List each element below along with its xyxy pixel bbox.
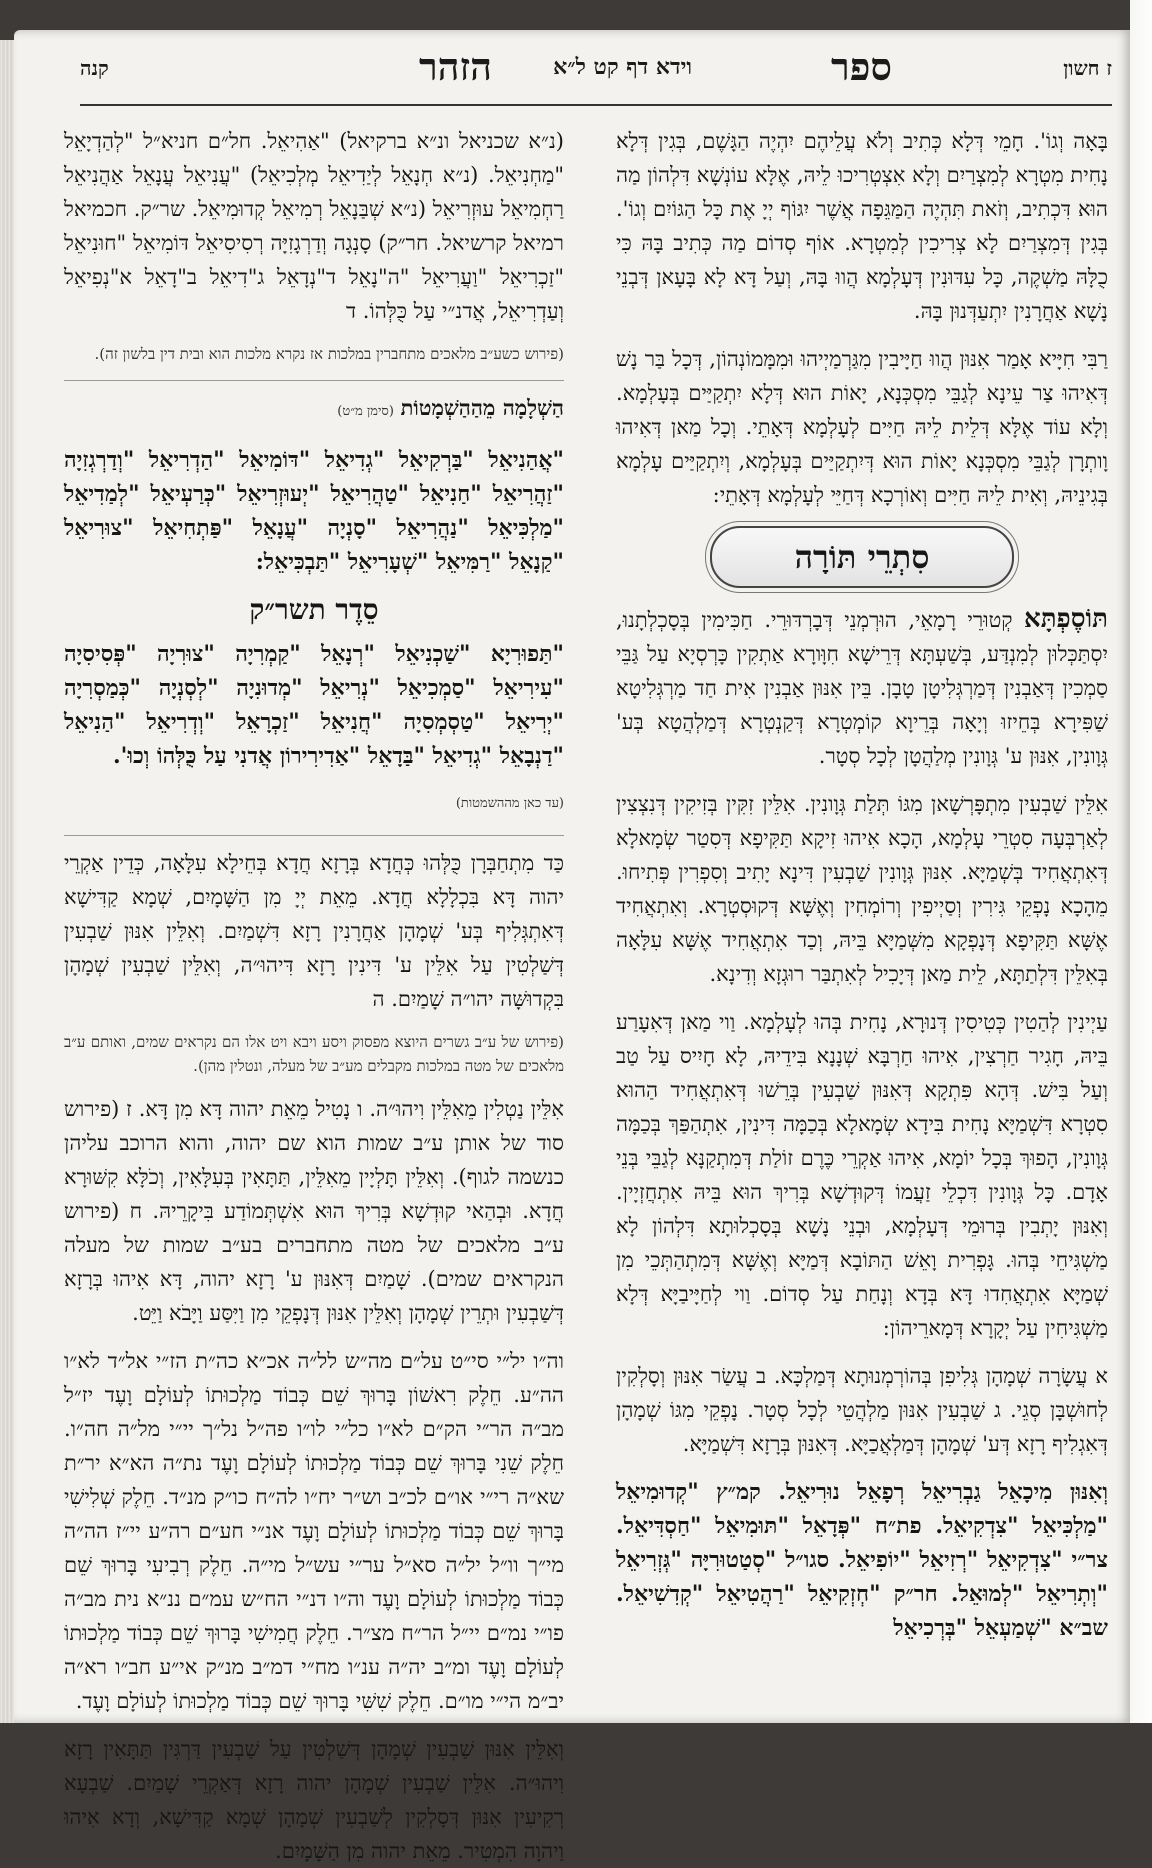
left-column <box>64 124 564 1863</box>
running-header <box>80 44 1112 100</box>
paragraph: וה״ו יל״י סי״ט על״ם מה״ש לל״ה אכ״א כה״ת הז״י אל״ד לא״ו הה״ע. חֵלֶק רִאשׁוֹן בָּרוּךְ שֵׁם כְּבוֹד מַלְכוּתוֹ לְעוֹלָם וָעֶד יז״ל מב״ה הר״י הק״ם לא״ו כל״י לו״ו פה״ל נל״ך יי״י מל״ה חה״ו. חֵלֶק שֵׁנִי בָּרוּךְ שֵׁם כְּבוֹד מַלְכוּתוֹ לְעוֹלָם וָעֶד נת״ה הא״א יר״ת שא״ה רי״י או״ם לכ״ב וש״ר יח״ו לה״ח כו״ק מנ״ד. חֵלֶק שְׁלִישִׁי בָּרוּךְ שֵׁם כְּבוֹד מַלְכוּתוֹ לְעוֹלָם וָעֶד אנ״י חע״ם רה״ע יי״ז הה״ה מי״ך וו״ל יל״ה סא״ל ער״י עש״ל מי״ה. חֵלֶק רְבִיעִי בָּרוּךְ שֵׁם כְּבוֹד מַלְכוּתוֹ לְעוֹלָם וָעֶד וה״ו דנ״י הח״ש עמ״ם ננ״א נית מב״ה פו״י נמ״ם יי״ל הר״ח מצ״ר. חֵלֶק חֲמִישִׁי בָּרוּךְ שֵׁם כְּבוֹד מַלְכוּתוֹ לְעוֹלָם וָעֶד ומ״ב יה״ה ענ״ו מח״י דמ״ב מנ״ק אי״ע חב״ו רא״ה יב״מ הי״י מו״ם. חֵלֶק שִׁשִּׁי בָּרוּךְ שֵׁם כְּבוֹד מַלְכוּתוֹ לְעוֹלָם וָעֶד. <box>64 1349 564 1713</box>
right-column <box>616 124 1108 1704</box>
paragraph: בָּאָה וְגוֹ'. חָמֵי דְּלָא כְּתִיב וְלֹא עֲלֵיהֶם יִהְיֶה הַגָּשֶׁם, בְּגִין דְּלָא נָחִית מִטְרָא לְמִצְרַיִם וְלָא אִצְטְרִיכוּ לֵיהּ, אֶלָּא עוֹנְשָׁא דִּלְהוֹן מַה הוּא דִּכְתִיב, וְזֹאת תִּהְיֶה הַמַּגֵּפָה אֲשֶׁר יִגּוֹף יְיָ אֶת כָּל הַגּוֹיִם וְגוֹ'. בְּגִין דְּמִצְרַיִם לָא צְרִיכִין לְמִטְרָא. אוֹף סְדוֹם מַה כְּתִיב בָּהּ כִּי כֻלָּהּ מַשְׁקֶה, כָּל עִדּוּנִין דְּעָלְמָא הֲווּ בָּהּ, וְעַל דָּא לָא בָּעָאן דְּבְנֵי נָשָׁא אַחֲרָנִין יִתְעַדְּנוּן בָּהּ. <box>616 129 1108 323</box>
completion-mark: (סימן מ״ט) <box>337 404 394 419</box>
paragraph-text: קְטוּרֵי רָמָאֵי, הוּרְמְנֵי דְּבָרְדּוּרֵי. חַכִּימִין בְּסָכְלְתָנוּ, יִסְתַּכְּלוּן לְמִנְדַּע, בְּשַׁעְתָּא דְּרֵישָׁא חִוָּורָא אַתְקִין כָּרְסְיָא עַל גַּבֵּי סַמְכִין דְּאַבְנִין דְּמַרְגְּלִיטָן טָבָן. בֵּין אִנּוּן אַבְנִין אִית חַד מַרְגְּלִיטָא שַׁפִּירָא בְּחֵיזוּ וְיָאָה בְּרֵיוָא קוֹמְטְרָא דְּקַנְטְרָא דְּמַלְהֲטָא בְּע' גְּוָונִין, אִנּוּן ע' גְּוָונִין מְלַהֲטָן לְכָל סְטָר. <box>616 608 1108 768</box>
header-rule <box>80 104 1112 106</box>
folio-number: קנה <box>80 56 109 80</box>
daf-reference: וידא דף קט ל״א <box>553 54 692 80</box>
paragraph: אִלֵּין נַטְלִין מֵאִלֵּין וִיהוּ״ה. ו נָטִיל מֵאֵת יהוה דָּא מִן דָּא. ז (פירוש סוד של אותן ע״ב שמות הוא שם יהוה, והוא הרוכב עליהן כנשמה לגוף). וְאִלֵּין תָּלְיָין מֵאִלֵּין, תַּתָּאִין בְּעִלָּאִין, וְכֹלָּא קִשּׁוּרָא חֲדָא. וּבְהַאי קוּדְשָׁא בְּרִיךְ הוּא אִשְׁתְּמוֹדַע בִּיקָרֵיהּ. ח (פירוש ע״ב מלאכים של מטה מתחברים בע״ב שמות של מעלה הנקראים שמים). שָׁמַיִם דְּאִנּוּן ע' רָזָא יהוה, דָּא אִיהוּ בְּרָזָא דְּשַׁבְעִין וּתְרֵין שְׁמָהָן וְאִלֵּין אִנּוּן דְּנָפְקֵי מִן וַיִּסַּע וַיָּבֹא וַיֵּט. <box>64 1097 564 1325</box>
next-page-edge <box>1130 0 1152 1723</box>
paragraph: וְאִלֵּין אִנּוּן שַׁבְעִין שְׁמָהָן דְּשַׁלְטִין עַל שַׁבְעִין דַּרְגִּין תַּתָּאִין רָזָא וִיהוּ״ה. אִלֵּין שַׁבְעִין שְׁמָהָן יהוה רָזָא דְּאַקְרֵי שָׁמַיִם. שַׁבְעָא רְקִיעִין אִנּוּן דְּסָלְקִין לְשַׁבְעִין שְׁמָהָן שְׁמָא קַדִּישָׁא, וְדָא אִיהוּ וַיהוָה הִמְטִיר. מֵאֵת יהוה מִן הַשָּׁמָיִם. <box>64 1737 564 1863</box>
angel-names: "תַּפוּרִיָא "שַׁכְנִיאֵל "רְנָאֵל "קַמְרִיָה "צוּרִיָה "פְּסִיסִיָה "עִירִיאֵל "סַמְכִיאֵל "נְרִיאֵל "מְדוּנִיָה "לְסְנְיָה "כְּמַסְרִיָה "יְרִיאֵל "טַסְמְסִיָה "חֲנִיאֵל "זַכְרָאֵל "וְדְרִיאֵל "הַנִיאֵל "דַנְבָאֵל "גְדִיאֵל "בַּדָאֵל "אַדִירִירוֹן אֲדנִי עַל כֻּלְּהוֹ וְכוּ'. <box>64 641 564 769</box>
divider <box>64 380 564 381</box>
paragraph: כַּד מִתְחַבְּרָן כֻּלְּהוּ כְּחֲדָא בְּרָזָא חֲדָא בְּחֵילָא עִלָּאָה, כְּדֵין אַקְרֵי יהוה דָּא בִּכְלָלָא חֲדָא. מֵאֵת יְיָ מִן הַשָּׁמָיִם, שְׁמָא קַדִּישָׁא דְּאִתְגְּלִיף בְּע' שְׁמָהָן אַחֲרָנִין רָזָא דִּשְׁמַיִם. וְאִלֵּין אִנּוּן שַׁבְעִין דְּשַׁלְטִין עַל אִלֵּין ע' דִּינִין רָזָא דִּיהוּ״ה, וְאִלֵּין שַׁבְעִין שְׁמָהָן בִּקְדוּשָּׁה יהו״ה שָׁמַיִם. ה <box>64 851 564 1011</box>
divider <box>64 835 564 836</box>
paragraph: עַיְינִין לְהַטִין כְּטִיסִין דְּנוּרָא, נָחִית בְּהוּ לְעָלְמָא. וַוי מַאן דְּאִעָרַע בֵּיהּ, חָגִיר חַרְצִין, אִיהוּ חַרְבָּא שְׁנָנָא בִּידֵיהּ, לָא חָיִיס עַל טַב וְעַל בִּישׁ. דְּהָא פִּתְקָא דְּאִנּוּן שַׁבְעִין בְּרֵשׁוּ דְּאִתְאֲחִיד הַהוּא סִטְרָא דִּשְׁמַיָּא נָחִית בִּידָא שְׂמָאלָא בְּכַמָּה דִּינִין, אִתְהַפַּךְ בְּכַמָּה גְּוָונִין, הָפוּךְ בְּכָל יוֹמָא, אִיהוּ אַקְרֵי כֶּרֶם זוֹלַת דְּמִתְקַנָּא לְגַבֵּי בְּנֵי אָדָם. כָּל גְּוָונִין דִּכְלֵי זַעֲמוֹ דְּקוּדְשָׁא בְּרִיךְ הוּא בֵּיהּ אִתְחֲזְיָין. וְאִנּוּן יָתְבִין בְּרוּמֵי דְּעָלְמָא, וּבְנֵי נָשָׁא בְּסָכְלוּתָא דִּלְהוֹן לָא מַשְׁגִּיחֵי בְּהוּ. גָּפְרִית וָאֵשׁ הַתּוֹבָא דְּמַיָּא וְאֶשָּׁא דְּמִתְהַתְּכֵי מִן שְׁמַיָּא אִתְאֲחִדוּ דָּא בְּדָא וְנָחַת עַל סְדוֹם. וַוי לְחַיָּיבַיָּא דְּלָא מַשְׁגִּיחִין עַל יְקָרָא דְּמָארֵיהוֹן: <box>616 1010 1108 1340</box>
paragraph: רַבִּי חִיָּיא אָמַר אִנּוּן הֲווּ חַיָּיבִין מִגַּרְמַיְיהוּ וּמִמָּמוֹנְהוֹן, דְּכָל בַּר נָשׁ דְּאִיהוּ צַר עֵינָא לְגַבֵּי מִסְכְּנָא, יָאוֹת הוּא דְּלָא יִתְקַיַּים בְּעָלְמָא. וְלָא עוֹד אֶלָּא דְּלֵית לֵיהּ חַיִּים לְעָלְמָא דְּאָתֵי. וְכָל מַאן דְּאִיהוּ וָותְרָן לְגַבֵּי מִסְכְּנָא יָאוֹת הוּא דְּיִתְקַיַּים בְּעָלְמָא, וְיִתְקַיַּים עָלְמָא בְּגִינֵיהּ, וְאִית לֵיהּ חַיִּים וְאוֹרְכָא דְּחַיֵּי לְעָלְמָא דְּאָתֵי: <box>616 347 1108 507</box>
paragraph: אִלֵּין שַׁבְעִין מִתְפָּרְשָׁאן מִגּוֹ תְּלַת גְּוָונִין. אִלֵּין זִקִּין בְּזִיקִין דְּנִצְצִין לְאַרְבְּעָה סִטְרֵי עָלְמָא, הָכָא אִיהוּ זִיקָא תַּקִּיפָא דְּסִטַר שְׂמָאלָא דְּאִתְאֲחִיד בְּשְׁמַיָּא. אִנּוּן גְּוָונִין שַׁבְעִין דִּינָא יָתִיב וְסִפְרִין פְּתִיחוּ. מֵהָכָא נָפְקֵי גִּירִין וְסַיְיפִין וְרוֹמְחִין וְאֶשָּׁא דְּקוּסְטְרָא. וְאִתְאֲחִיד אֶשָּׁא תַּקִּיפָא דְּנָפְקָא מִשְּׁמַיָּא בֵּיהּ, וְכַד אִתְאֲחִיד אֶשָּׁא עִלָּאָה בְּאִלֵּין דִּלְתַתָּא, לֵית מַאן דְּיָכִיל לְאִתְבַּר רוּגְזָא וְדִינָא. <box>616 792 1108 986</box>
commentary-note: (פירוש של ע״ב גשרים היוצא מפסוק ויסע ויבא ויט אלו הם נקראים שמים, ואותם ע״ב מלאכים של מטה במלכות מקבלים מע״ב של מעלה, ונטלין מהן). <box>64 1033 564 1075</box>
commentary-note: (עד כאן מההשמטות) <box>455 796 564 811</box>
commentary-note: (פירוש כשע״ב מלאכים מתחברין במלכות אז נקרא מלכות הוא ובית דין בלשון זה). <box>94 345 564 363</box>
book-name: הזהר <box>419 44 492 89</box>
angel-names: "אֲהַנִיאֵל "בַּרְקִיאֵל "גְדִיאֵל "דּוֹמִיאֵל "הַדְרִיאֵל "וְדַרְגְזִיָה "זַהֲרִיאֵל "חַנִיאֵל "טַהֲרִיאֵל "יְעוּזְרִיאֵל "כְּרַעְיאֵל "לְמַדִיאֵל "מַלְכִּיאֵל "נַהֲרִיאֵל "סָנְיָה "עֲנָאֵל "פַּתְחִיאֵל "צוּרִיאֵל "קַנָאֵל "רַמִּיאֵל "שְׁעָרִיאֵל "תַּבְכִּיאֵל: <box>64 447 564 575</box>
completion-title: הַשְׁלָמָה מֵהַהַשְׁמָטוֹת <box>400 395 564 420</box>
page-marker: ז חשון <box>1063 56 1112 80</box>
paragraph: א עֲשָׂרָה שְׁמָהָן גְּלִיפִן בְּהוֹרְמְנוּתָא דְּמַלְכָּא. ב עֲשַׂר אִנּוּן וְסָלְקִין לְחוּשְׁבָּן סְגֵי. ג שַׁבְעִין אִנּוּן מַלְהֲטֵי לְכָל סְטָר. נָפְקֵי מִגּוֹ שְׁמָהָן דְּאִגְלִיף רָזָא דְּע' שְׁמָהָן דְּמַלְאֲכַיָּא. דְּאִנּוּן בְּרָזָא דִּשְׁמַיָּא. <box>616 1364 1108 1456</box>
paragraph <box>616 602 1108 773</box>
section-banner: סִתְרֵי תּוֹרָה <box>710 526 1014 588</box>
angel-names: וְאִנּוּן מִיכָאֵל גַבְרִיאֵל רְפָאֵל נוּרִיאֵל. קמ״ץ "קְדוּמִיאֵל "מַלְכִּיאֵל "צִדְקִיאֵל. פת״ח "פְּדָאֵל "תּוּמִיאֵל "חַסְדִּיאֵל. צר״י "צִדְקִיאֵל "רְזִיאֵל "יוֹפִיאֵל. סגו״ל "סְטַטוּרִיָּה "גְּזְרִיאֵל "וְתְרִיאֵל "לְמוּאֵל. חר״ק "חְזְקִיאֵל "רַהֲטִיאֵל "קְדִשִׁיאֵל. שב״א "שְׁמַעְאֵל "בְּרְכִיאֵל <box>616 1479 1108 1641</box>
section-title: סֵדֶר תשר״ק <box>249 593 379 626</box>
paragraph: (נ״א שכניאל ונ״א ברקיאל) "אַהִיאֵל. חל״ם חניא״ל "לְהַדְיָאֵל "מַחְנִיאֵל. (נ״א חְנָאֵל לְיַדִיאֵל מְלְכִיאֵל) "עֲנִיאֵל עֲנָאֵל אַהֲנִיאֵל רַחְמִיאֵל עוּזְרִיאֵל (נ״א שְׁבַּנָאֵל רְמִיאֵל קְדוּמִיאֵל. שר״ק. חכמיאל רמיאל קרשיאל. חר״ק) סָנְגָה וְדַרְגָזִיָּה רְסִיסִיאֵל דּוֹמִיאֵל "חוּנִיאֵל "זַכְרִיאֵל "וַעֲרִיאֵל "ה"נָאֵל ד"נְדָאֵל ג"דִיאֵל ב"דָאֵל א"נְפִיאֵל וְעַדְרִיאֵל, אֲדנ״י עַל כֻּלְּהוֹ. ד <box>64 129 564 323</box>
book-word: ספר <box>831 44 892 89</box>
opening-word: תּוֹסֶפְתָּא <box>1024 604 1108 634</box>
completion-heading <box>64 391 564 429</box>
